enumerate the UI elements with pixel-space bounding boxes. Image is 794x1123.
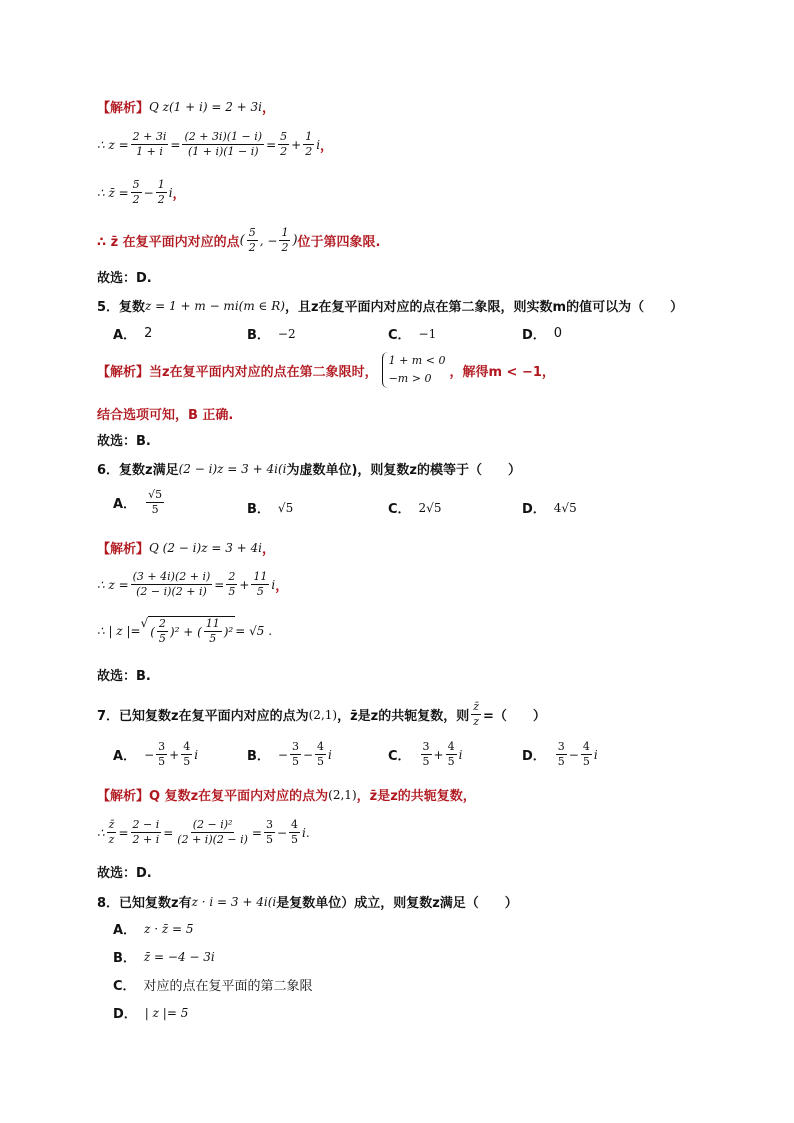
fraction: $\frac{5}{2}$ — [248, 226, 256, 254]
q8-option-b[interactable]: B． z̄ = −4 − 3i — [113, 949, 215, 966]
q4-analysis-line2: ∴ z = $\frac{2 + 3i}{1 + i}$ = $\frac{(2 + 3i)(1 - i)}{(1 + i)(1 - i)}$ = $\frac{5}{2}$ + $\frac{1}{2}$ i ， — [97, 130, 334, 158]
fraction: $\frac{1}{2}$ — [157, 178, 165, 206]
q6-analysis-line1: 【解析】 Q (2 − i)z = 3 + 4i ， — [97, 540, 275, 557]
q4-analysis-line4: ∴ z̄ 在复平面内对应的点 ( $\frac{5}{2}$ , − $\frac{1}{2}$ ) 位于第四象限. — [97, 226, 381, 254]
fraction: $\frac{5}{2}$ — [132, 178, 140, 206]
q5-answer: 故选：B. — [97, 434, 151, 449]
fraction: $\frac{2 - i}{2 + i}$ — [132, 818, 160, 846]
fraction: $\frac{2 + 3i}{1 + i}$ — [132, 130, 167, 158]
q7-option-d[interactable]: D． $\frac{3}{5}$ − $\frac{4}{5}$ i — [522, 740, 598, 768]
q5-conclude: 结合选项可知，B 正确. — [97, 408, 234, 423]
q5-option-d[interactable]: D． 0 — [522, 326, 563, 343]
fraction: $\frac{11}{5}$ — [253, 570, 268, 598]
fraction: $\frac{1}{2}$ — [281, 226, 289, 254]
q8-stem: 8．已知复数z有 z · i = 3 + 4i(i 是复数单位）成立，则复数z满足（ ） — [97, 894, 518, 911]
q7-stem: 7．已知复数z在复平面内对应的点为 (2,1) ，z̄是z的共轭复数，则 $\frac{z̄}{z}$ =（ ） — [97, 700, 546, 728]
q5-stem: 5．复数 z = 1 + m − mi(m ∈ R) ，且z在复平面内对应的点在第二象限，则实数m的值可以为（ ） — [97, 298, 684, 315]
fraction: $\frac{\text{(2 − i)²}}{(2 + i)(2 - i)}$ — [177, 818, 248, 846]
q4-analysis-line3: ∴ z̄ = $\frac{5}{2}$ − $\frac{1}{2}$ i ， — [97, 178, 186, 206]
q5-option-a[interactable]: A． 2 — [113, 326, 153, 343]
fraction: $\frac{z̄}{z}$ — [473, 700, 480, 728]
fraction: $\frac{√5}{5}$ — [148, 488, 163, 516]
q7-answer: 故选：D. — [97, 866, 152, 881]
fraction: $\frac{(3 + 4i)(2 + i)}{(2 - i)(2 + i)}$ — [132, 570, 211, 598]
q6-option-b[interactable]: B． √5 — [247, 500, 294, 517]
analysis-tag: 【解析】 — [97, 101, 150, 116]
fraction: $\frac{1}{2}$ — [305, 130, 313, 158]
q7-analysis-line2: ∴ $\frac{z̄}{z}$ = $\frac{2 - i}{2 + i}$ = $\frac{\text{(2 − i)²}}{(2 + i)(2 - i)}$ = $\frac{3}{5}$ − $\frac{4}{5}$ i . — [97, 818, 310, 846]
q6-option-c[interactable]: C． 2√5 — [388, 500, 442, 517]
q7-option-a[interactable]: A． − $\frac{3}{5}$ + $\frac{4}{5}$ i — [113, 740, 199, 768]
q8-option-d[interactable]: D． | z |= 5 — [113, 1005, 189, 1022]
q8-option-a[interactable]: A． z · z̄ = 5 — [113, 921, 194, 938]
q6-answer: 故选：B. — [97, 669, 151, 684]
fraction: $\frac{z̄}{z}$ — [108, 818, 115, 846]
q7-option-b[interactable]: B． − $\frac{3}{5}$ − $\frac{4}{5}$ i — [247, 740, 332, 768]
fraction: $\frac{(2 + 3i)(1 - i)}{(1 + i)(1 - i)}$ — [184, 130, 263, 158]
q6-option-d[interactable]: D． 4√5 — [522, 500, 577, 517]
q6-option-a[interactable]: A． $\frac{√5}{5}$ — [113, 488, 163, 516]
q6-stem: 6．复数z满足 (2 − i)z = 3 + 4i(i 为虚数单位)，则复数z的模等于（ ） — [97, 461, 521, 478]
q8-option-c[interactable]: C． 对应的点在复平面的第二象限 — [113, 979, 313, 994]
q6-analysis-line2: ∴ z = $\frac{(3 + 4i)(2 + i)}{(2 - i)(2 + i)}$ = $\frac{2}{5}$ + $\frac{11}{5}$ i ， — [97, 570, 289, 598]
q7-analysis-line1: 【解析】 Q 复数z在复平面内对应的点为 (2,1) ，z̄是z的共轭复数， — [97, 787, 476, 804]
q5-analysis: 【解析】 当z在复平面内对应的点在第二象限时， 1 + m < 0 −m > 0 ，解得m < −1， — [97, 352, 555, 388]
sqrt: √ ( $\frac{2}{5}$ )² + ( $\frac{11}{5}$ )² — [140, 616, 234, 645]
q5-option-c[interactable]: C． −1 — [388, 326, 437, 343]
fraction: $\frac{2}{5}$ — [228, 570, 236, 598]
q7-option-c[interactable]: C． $\frac{3}{5}$ + $\frac{4}{5}$ i — [388, 740, 463, 768]
fraction: $\frac{5}{2}$ — [280, 130, 288, 158]
q4-answer: 故选：D. — [97, 271, 152, 286]
q6-analysis-line3: ∴ | z |= √ ( $\frac{2}{5}$ )² + ( $\frac{11}{5}$ )² = √5 . — [97, 616, 273, 645]
q5-option-b[interactable]: B． −2 — [247, 326, 296, 343]
equation-system: 1 + m < 0 −m > 0 — [382, 352, 446, 388]
q4-analysis-line1: 【解析】 Q z(1 + i) = 2 + 3i ， — [97, 97, 275, 116]
